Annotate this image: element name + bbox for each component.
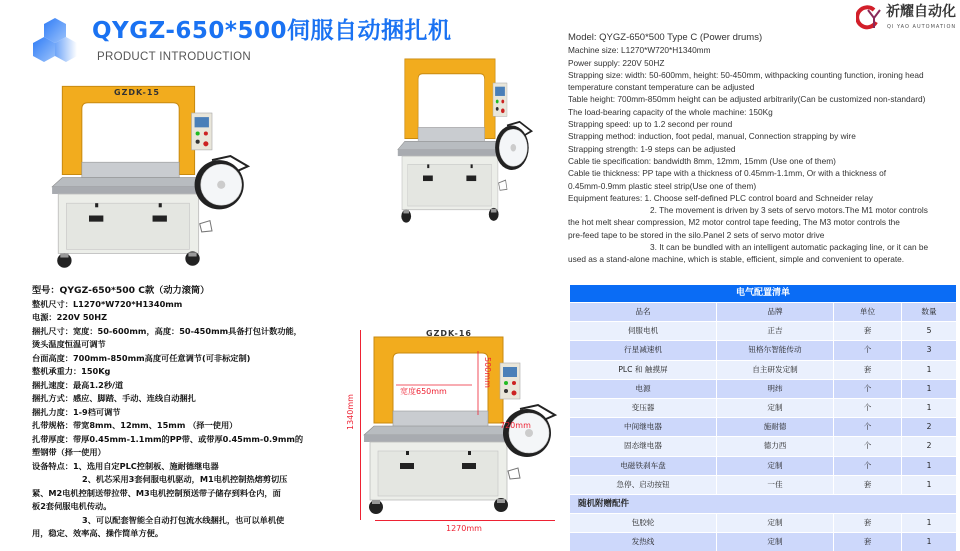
spec-line: 紧、M2电机控制送带拉带、M3电机控制预送带子储存到料仓内，面	[32, 487, 281, 498]
hexagon-logo-icon	[26, 16, 82, 72]
frame-height-label: 500mm	[483, 357, 492, 388]
spec-line: 用，稳定、效率高、操作简单方便。	[32, 528, 164, 538]
machine-model-label: GZDK-16	[426, 329, 472, 338]
table-cell: 钮格尔智能传动	[717, 341, 833, 359]
english-spec-list	[568, 32, 958, 266]
length-dimension-line	[375, 520, 555, 521]
section-title: 随机附赠配件	[570, 495, 956, 513]
spec-line: 型号：QYGZ-650*500 C款（动力滚筒）	[32, 285, 210, 296]
table-row	[570, 399, 956, 417]
height-label: 1340mm	[346, 394, 355, 430]
table-cell: 伺服电机	[570, 322, 716, 340]
spec-line: 设备特点：1、选用自定PLC控制板、施耐德继电器	[32, 460, 219, 471]
spec-line: 整机承重力：150Kg	[32, 366, 111, 376]
page-subtitle: PRODUCT INTRODUCTION	[97, 51, 252, 63]
spec-line: 0.45mm-0.9mm plastic steel strip(Use one of them)	[568, 180, 757, 191]
table-cell: 个	[834, 457, 901, 475]
spec-line: Machine size: L1270*W720*H1340mm	[568, 45, 711, 56]
table-cell: 1	[902, 380, 956, 398]
spec-line: 2、机芯采用3套伺服电机驱动，M1电机控制热熔剪切压	[82, 474, 288, 484]
spec-line: 3. It can be bundled with an intelligent automatic packaging line, or it can be	[650, 242, 929, 253]
spec-line: 扎带规格：带宽8mm、12mm、15mm （择一使用）	[32, 420, 238, 430]
table-cell: 正吉	[717, 322, 833, 340]
spec-line: Cable tie specification: bandwidth 8mm, 12mm, 15mm (Use one of them)	[568, 155, 836, 166]
spec-line: Table height: 700mm-850mm height can be adjusted arbitrarily(Can be customized non-standard)	[568, 94, 926, 105]
table-cell: 固态继电器	[570, 437, 716, 455]
table-cell: 3	[902, 341, 956, 359]
table-cell: 2	[902, 437, 956, 455]
spec-line: Power supply: 220V 50HZ	[568, 57, 665, 68]
table-row	[570, 476, 956, 494]
table-cell: 1	[902, 457, 956, 475]
machine-model-label: GZDK-15	[114, 88, 160, 97]
table-cell: 变压器	[570, 399, 716, 417]
table-cell: 个	[834, 418, 901, 436]
spec-line: used as a stand-alone machine, which is stable, efficient, simple and convenient to operate.	[568, 254, 905, 265]
table-cell: 自主研发定制	[717, 361, 833, 379]
spec-line: 捆扎尺寸：宽度：50-600mm，高度：50-450mm具备打包计数功能，	[32, 325, 302, 336]
table-cell: 5	[902, 322, 956, 340]
spec-line: 3、可以配套智能全自动打包流水线捆扎，也可以单机使	[82, 514, 285, 525]
electrical-config-table	[570, 285, 956, 551]
spec-line: 电源：220V 50HZ	[32, 312, 108, 322]
spec-line: 板2套伺服电机传动。	[32, 501, 112, 511]
height-dimension-line	[360, 330, 361, 520]
table-cell: 套	[834, 361, 901, 379]
column-header: 数量	[902, 303, 956, 321]
machine-angle-photo	[395, 46, 535, 231]
column-header: 品牌	[717, 303, 833, 321]
table-cell: 发热线	[570, 533, 716, 551]
company-logo	[856, 4, 960, 34]
spec-line: Strapping size: width: 50-600mm, height: 50-450mm, withpacking counting function, ironing head	[568, 69, 924, 80]
table-cell: 中间继电器	[570, 418, 716, 436]
spec-line: Cable tie thickness: PP tape with a thickness of 0.45mm-1.1mm, Or with a thickness of	[568, 168, 887, 179]
spec-line: Model: QYGZ-650*500 Type C (Power drums)	[568, 32, 763, 43]
table-cell: 套	[834, 476, 901, 494]
spec-line: the hot melt shear compression, M2 motor control tape feeding, The M3 motor controls the	[568, 217, 900, 228]
spec-line: Strapping method: induction, foot pedal, manual, Connection strapping by wire	[568, 131, 856, 142]
table-cell: 电磁铁刹车盘	[570, 457, 716, 475]
machine-dimension-photo	[360, 323, 560, 523]
spec-line: 烫头温度恒温可调节	[32, 339, 106, 349]
table-cell: 个	[834, 380, 901, 398]
table-cell: 施耐德	[717, 418, 833, 436]
table-cell: 个	[834, 399, 901, 417]
section-row	[570, 495, 956, 513]
spec-line: Strapping strength: 1-9 steps can be adjusted	[568, 143, 736, 154]
table-row	[570, 341, 956, 359]
table-cell: 套	[834, 514, 901, 532]
qy-logo-icon	[856, 4, 886, 30]
table-cell: 明纬	[717, 380, 833, 398]
table-cell: 套	[834, 533, 901, 551]
spec-line: 捆扎速度：最高1.2秒/道	[32, 379, 124, 390]
table-cell: 1	[902, 361, 956, 379]
chinese-spec-list	[32, 284, 303, 541]
table-cell: 包胶轮	[570, 514, 716, 532]
table-cell: 定制	[717, 514, 833, 532]
table-row	[570, 380, 956, 398]
table-cell: 德力西	[717, 437, 833, 455]
table-cell: 个	[834, 341, 901, 359]
table-cell: 急停、启动按钮	[570, 476, 716, 494]
spec-line: 扎带厚度：带厚0.45mm-1.1mm的PP带、或带厚0.45mm-0.9mm的	[32, 433, 304, 444]
table-row	[570, 533, 956, 551]
table-row	[570, 361, 956, 379]
page-title: QYGZ-650*500伺服自动捆扎机	[92, 18, 452, 44]
table-cell: 行星减速机	[570, 341, 716, 359]
spec-line: 捆扎力度：1-9档可调节	[32, 406, 121, 417]
spec-line: 整机尺寸：L1270*W720*H1340mm	[32, 298, 183, 309]
spec-line: Equipment features: 1. Choose self-defined PLC control board and Schneider relay	[568, 192, 873, 203]
spec-line: 台面高度：700mm-850mm高度可任意调节(可非标定制)	[32, 352, 251, 363]
table-cell: 1	[902, 533, 956, 551]
frame-width-label: 宽度650mm	[400, 387, 447, 396]
table-row	[570, 418, 956, 436]
width-label: 720mm	[500, 421, 531, 430]
table-cell: 1	[902, 399, 956, 417]
table-cell: 定制	[717, 399, 833, 417]
table-row	[570, 457, 956, 475]
table-row	[570, 322, 956, 340]
spec-line: pre-feed tape to be stored in the silo.Panel 2 sets of servo motor drive	[568, 229, 825, 240]
table-header-row	[570, 303, 956, 321]
spec-line: Strapping speed: up to 1.2 second per round	[568, 119, 733, 130]
spec-line: 2. The movement is driven by 3 sets of servo motors.The M1 motor controls	[650, 205, 928, 216]
spec-line: 捆扎方式：感应、脚踏、手动、连线自动捆扎	[32, 393, 196, 403]
spec-line: temperature constant temperature can be adjusted	[568, 82, 755, 93]
spec-line: 塑钢带（择一使用）	[32, 447, 106, 457]
spec-line: The load-bearing capacity of the whole machine: 150Kg	[568, 106, 773, 117]
logo-name-en: QI YAO AUTOMATION	[887, 24, 957, 30]
table-cell: 1	[902, 514, 956, 532]
length-label: 1270mm	[446, 524, 482, 533]
table-cell: 电源	[570, 380, 716, 398]
table-row	[570, 514, 956, 532]
table-cell: 定制	[717, 533, 833, 551]
table-cell: 套	[834, 322, 901, 340]
table-cell: 个	[834, 437, 901, 455]
table-cell: 2	[902, 418, 956, 436]
machine-front-photo	[48, 72, 253, 277]
table-cell: 定制	[717, 457, 833, 475]
table-cell: 一佳	[717, 476, 833, 494]
table-cell: PLC 和 触摸屏	[570, 361, 716, 379]
table-cell: 1	[902, 476, 956, 494]
table-title: 电气配置清单	[570, 285, 956, 302]
column-header: 单位	[834, 303, 901, 321]
table-row	[570, 437, 956, 455]
logo-name-cn: 祈耀自动化	[886, 4, 956, 20]
column-header: 品名	[570, 303, 716, 321]
